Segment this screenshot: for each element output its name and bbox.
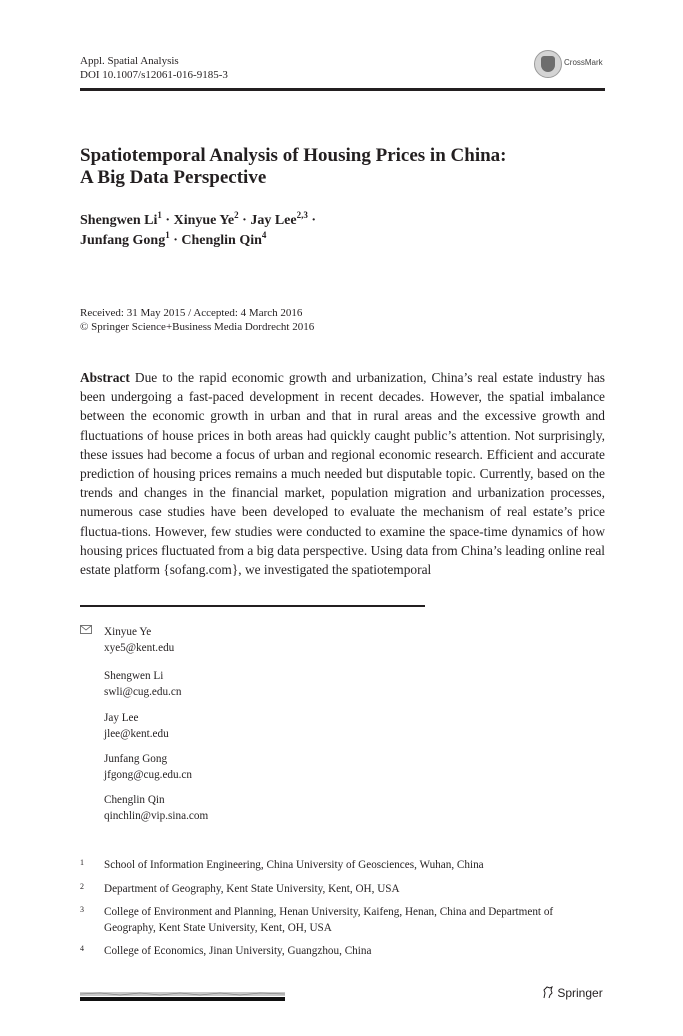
contact-email[interactable]: jlee@kent.edu bbox=[104, 728, 169, 740]
affiliation-text: College of Environment and Planning, Henan University, Kaifeng, Henan, China and Department of Geography, Kent State University, Kent, OH, USA bbox=[104, 906, 554, 934]
author-aff: 1 bbox=[165, 230, 170, 240]
contact-email[interactable]: qinchlin@vip.sina.com bbox=[104, 810, 209, 822]
received-accepted: Received: 31 May 2015 / Accepted: 4 March 2016 bbox=[80, 307, 303, 319]
author-aff: 2 bbox=[234, 210, 239, 220]
contact-email[interactable]: swli@cug.edu.cn bbox=[104, 686, 182, 698]
affiliations bbox=[80, 858, 605, 968]
affiliation-number: 3 bbox=[80, 905, 84, 914]
contact-name: Chenglin Qin bbox=[104, 794, 165, 806]
contact-name: Xinyue Ye bbox=[104, 626, 152, 638]
affiliation-item bbox=[80, 905, 605, 936]
crossmark-label: CrossMark bbox=[564, 58, 603, 67]
contact-item bbox=[104, 668, 181, 700]
footer-decoration bbox=[80, 992, 285, 1001]
springer-horse-icon bbox=[542, 986, 554, 999]
affiliation-item bbox=[80, 882, 605, 898]
journal-header bbox=[80, 54, 228, 82]
contact-name: Jay Lee bbox=[104, 712, 139, 724]
affiliation-item bbox=[80, 858, 605, 874]
author-name[interactable]: Jay Lee bbox=[250, 213, 297, 228]
affiliation-text: College of Economics, Jinan University, Guangzhou, China bbox=[104, 945, 372, 957]
springer-logo bbox=[542, 986, 603, 1000]
contact-email[interactable]: xye5@kent.edu bbox=[104, 642, 175, 654]
affiliation-item bbox=[80, 944, 605, 960]
publication-dates bbox=[80, 306, 314, 334]
abstract-label: Abstract bbox=[80, 370, 130, 385]
header-rule bbox=[80, 88, 605, 91]
contact-item bbox=[104, 751, 192, 783]
contact-item bbox=[104, 792, 208, 824]
envelope-icon bbox=[80, 625, 92, 634]
affiliation-text: Department of Geography, Kent State University, Kent, OH, USA bbox=[104, 882, 400, 895]
author-name[interactable]: Xinyue Ye bbox=[173, 213, 235, 228]
abstract bbox=[80, 368, 605, 579]
author-name[interactable]: Shengwen Li bbox=[80, 213, 158, 228]
contact-name: Shengwen Li bbox=[104, 670, 164, 682]
contact-name: Junfang Gong bbox=[104, 753, 168, 765]
doi: DOI 10.1007/s12061-016-9185-3 bbox=[80, 69, 228, 81]
author-aff: 2,3 bbox=[296, 210, 308, 220]
crossmark-icon bbox=[534, 50, 562, 78]
paper-title bbox=[80, 145, 605, 189]
contact-item bbox=[104, 710, 169, 742]
affiliation-number: 1 bbox=[80, 858, 84, 867]
contact-email[interactable]: jfgong@cug.edu.cn bbox=[104, 769, 192, 781]
affiliation-text: School of Information Engineering, China University of Geosciences, Wuhan, China bbox=[104, 859, 484, 871]
publisher-name: Springer bbox=[557, 986, 603, 1000]
author-list: Shengwen $Li^1$ · Xinyue $Ye^2$ · Jay Lee$^{2,3}$ · Junfang Gong$^1$ · Chenglin Qin$^4$ bbox=[80, 210, 316, 248]
affiliation-number: 2 bbox=[80, 881, 84, 891]
crossmark-badge[interactable] bbox=[534, 50, 614, 78]
author-name[interactable]: Chenglin Qin bbox=[181, 233, 262, 248]
author-aff: 4 bbox=[261, 230, 267, 240]
author-name[interactable]: Junfang Gong bbox=[80, 233, 166, 248]
title-line-2: A Big Data Perspective bbox=[80, 167, 267, 188]
contact-item bbox=[104, 624, 174, 656]
footnote-rule bbox=[80, 605, 425, 607]
author-aff: 1 bbox=[157, 210, 162, 220]
journal-name: Appl. Spatial Analysis bbox=[80, 55, 179, 67]
title-line-1: Spatiotemporal Analysis of Housing Prices in China: bbox=[80, 145, 507, 166]
affiliation-number: 4 bbox=[80, 944, 84, 953]
abstract-text: Due to the rapid economic growth and urbanization, China’s real estate industry has been undergoing a fast-paced development in recent decades. However, the spatial imbalance between the economic growth in urban and that in rural areas and the excessive growth and fluctuations of house prices in both areas had quickly caught public’s attention. Not surprisingly, these issues had become a focus of urban and regional economic research. Efficient and accurate prediction of housing prices remains a much needed but disputable topic. Currently, based on the trends and changes in the financial market, population migration and urbanization processes, numerous case studies have been developed to evaluate the mechanism of real estate’s price fluctua-tions. However, few studies were conducted to examine the space-time dynamics of how housing prices fluctuated from a big data perspective. Using data from China’s leading online real estate platform {sofang.com}, we investigated the spatiotemporal bbox=[80, 370, 605, 578]
copyright: © Springer Science+Business Media Dordrecht 2016 bbox=[80, 321, 315, 333]
